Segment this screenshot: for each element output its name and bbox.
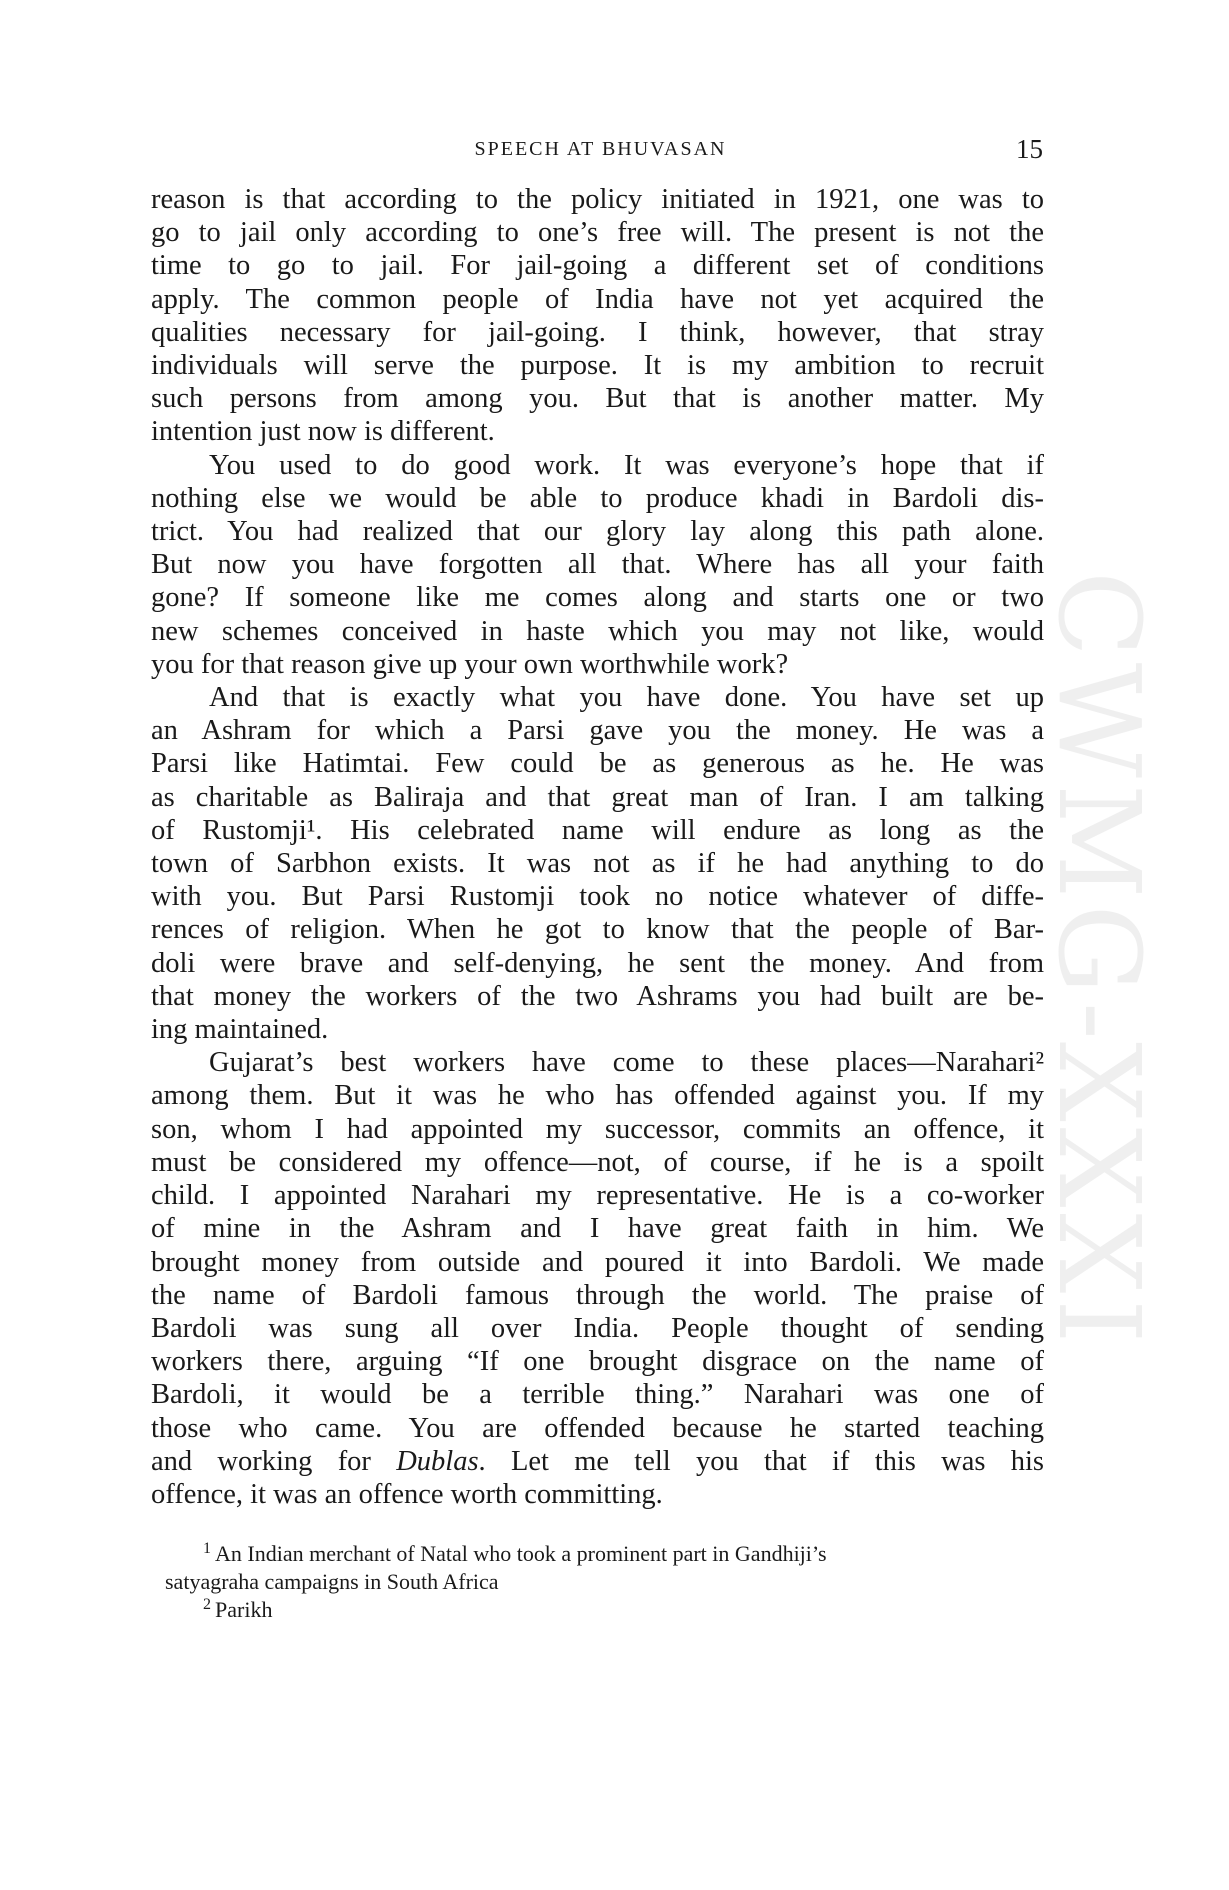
footnote-marker: 2 xyxy=(203,1595,211,1613)
text-line: doli were brave and self-denying, he sent the money. And from xyxy=(151,947,1044,979)
text-line: town of Sarbhon exists. It was not as if he had anything to do xyxy=(151,848,1044,880)
text-line: those who came. You are offended because he started teaching xyxy=(151,1412,1044,1444)
italic-term: Dublas xyxy=(396,1445,479,1477)
text-line: individuals will serve the purpose. It is my ambition to recruit xyxy=(151,350,1044,382)
paragraph xyxy=(151,183,1044,449)
footnote xyxy=(165,1540,1058,1596)
text-line: Gujarat’s best workers have come to these places—Narahari² xyxy=(209,1047,1044,1079)
watermark xyxy=(1033,470,1163,1450)
text-line: offence, it was an offence worth committing. xyxy=(151,1478,663,1510)
text-line: You used to do good work. It was everyone’s hope that if xyxy=(209,449,1044,481)
footnote-text: An Indian merchant of Natal who took a prominent part in Gandhiji’s xyxy=(215,1541,827,1566)
text-line: trict. You had realized that our glory lay along this path alone. xyxy=(151,516,1044,548)
paragraph xyxy=(151,1046,1044,1511)
text-line: an Ashram for which a Parsi gave you the money. He was a xyxy=(151,715,1044,747)
text-line: But now you have forgotten all that. Where has all your faith xyxy=(151,549,1044,581)
text-line: son, whom I had appointed my successor, commits an offence, it xyxy=(151,1113,1044,1145)
text-line: new schemes conceived in haste which you may not like, would xyxy=(151,615,1044,647)
footnote-text: Parikh xyxy=(215,1597,273,1622)
running-head xyxy=(158,134,1043,164)
text-line: child. I appointed Narahari my representative. He is a co-worker xyxy=(151,1180,1044,1212)
footnotes xyxy=(165,1540,1058,1624)
text-line: of Rustomji¹. His celebrated name will endure as long as the xyxy=(151,814,1044,846)
running-title: SPEECH AT BHUVASAN xyxy=(474,138,727,160)
text-line: must be considered my offence—not, of course, if he is a spoilt xyxy=(151,1146,1044,1178)
text-line: time to go to jail. For jail-going a different set of conditions xyxy=(151,250,1044,282)
paragraph xyxy=(151,449,1044,681)
text-line: rences of religion. When he got to know that the people of Bar- xyxy=(151,914,1044,946)
text-line: brought money from outside and poured it into Bardoli. We made xyxy=(151,1246,1044,1278)
text-line: of mine in the Ashram and I have great faith in him. We xyxy=(151,1213,1044,1245)
text-line: Bardoli, it would be a terrible thing.” Narahari was one of xyxy=(151,1379,1044,1411)
text-line: Parsi like Hatimtai. Few could be as generous as he. He was xyxy=(151,748,1044,780)
text-line: qualities necessary for jail-going. I think, however, that stray xyxy=(151,316,1044,348)
footnote xyxy=(165,1596,1058,1624)
text-line: apply. The common people of India have not yet acquired the xyxy=(151,283,1044,315)
text-line: the name of Bardoli famous through the world. The praise of xyxy=(151,1279,1044,1311)
watermark-text: CWMG-XXXI xyxy=(1033,570,1163,1350)
text-line: reason is that according to the policy initiated in 1921, one was to xyxy=(151,184,1044,215)
text-line: and working for Dublas. Let me tell you that if this was his xyxy=(151,1445,1044,1477)
footnote-marker: 1 xyxy=(203,1539,211,1557)
text-line: And that is exactly what you have done. You have set up xyxy=(209,682,1044,714)
text-line: with you. But Parsi Rustomji took no notice whatever of diffe- xyxy=(151,881,1044,913)
text-line: Bardoli was sung all over India. People thought of sending xyxy=(151,1312,1044,1344)
footnote-text-continued: satyagraha campaigns in South Africa xyxy=(165,1569,499,1594)
text-line: nothing else we would be able to produce khadi in Bardoli dis- xyxy=(151,482,1044,514)
text-line: gone? If someone like me comes along and starts one or two xyxy=(151,582,1044,614)
body-text xyxy=(151,183,1044,1511)
text-line: among them. But it was he who has offended against you. If my xyxy=(151,1080,1044,1112)
text-line: that money the workers of the two Ashrams you had built are be- xyxy=(151,980,1044,1012)
text-line: workers there, arguing “If one brought disgrace on the name of xyxy=(151,1346,1044,1378)
text-line: ing maintained. xyxy=(151,1014,329,1046)
page-number: 15 xyxy=(1016,134,1043,164)
text-line: you for that reason give up your own worthwhile work? xyxy=(151,648,789,680)
text-line: such persons from among you. But that is another matter. My xyxy=(151,383,1044,415)
text-line: go to jail only according to one’s free will. The present is not the xyxy=(151,217,1044,249)
paragraph xyxy=(151,681,1044,1046)
text-line: intention just now is different. xyxy=(151,416,495,448)
text-line: as charitable as Baliraja and that great man of Iran. I am talking xyxy=(151,781,1044,813)
